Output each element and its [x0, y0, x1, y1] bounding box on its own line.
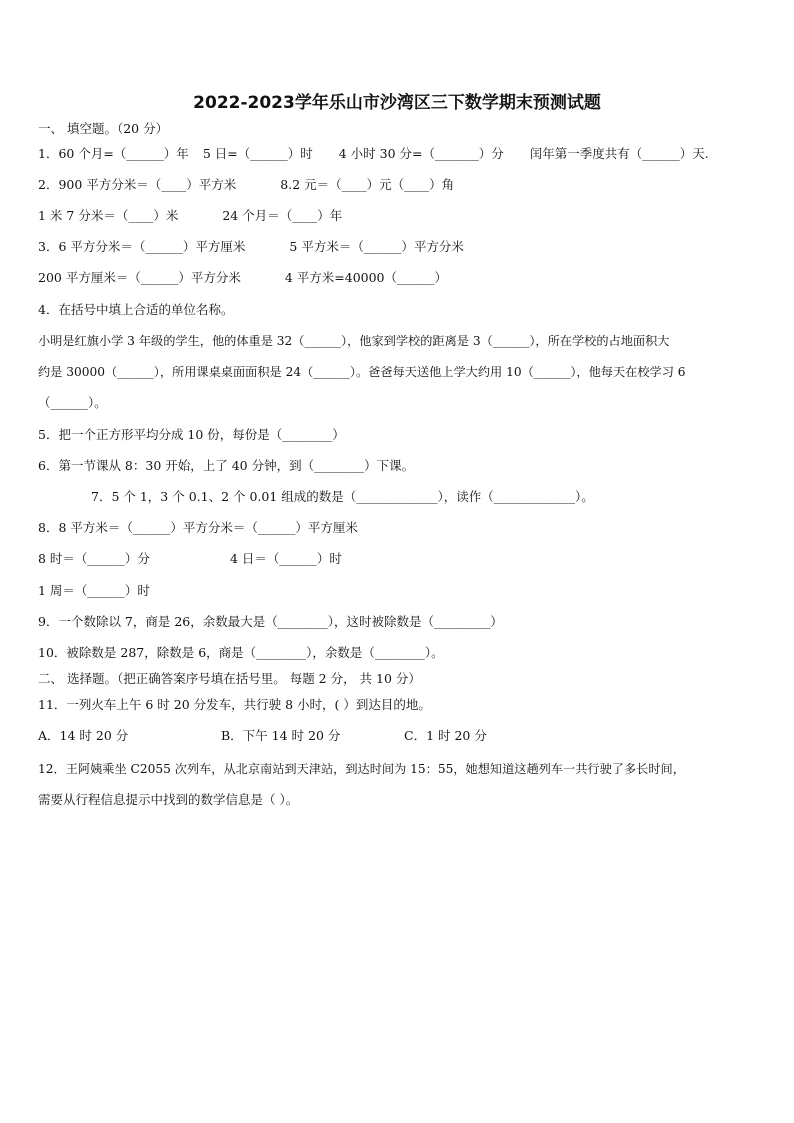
- q11-option-c: C．1 时 20 分: [404, 728, 487, 743]
- q2b-part-a: 1 米 7 分米＝（____）米: [38, 208, 179, 223]
- question-1: [38, 145, 770, 163]
- question-4-line-3: （______）。: [38, 395, 107, 410]
- q2-part-b: 8.2 元＝（____）元（____）角: [280, 177, 455, 192]
- q11-option-a: A．14 时 20 分: [38, 728, 129, 743]
- q2-part-a: 2．900 平方分米＝（____）平方米: [38, 177, 237, 192]
- question-8-third-line: 1 周＝（______）时: [38, 583, 150, 598]
- question-11-stem: 11．一列火车上午 6 时 20 分发车，共行驶 8 小时，( ）到达目的地。: [38, 697, 431, 712]
- q1-part-d: 闰年第一季度共有（______）天.: [529, 146, 709, 161]
- q3-part-b: 5 平方米＝（______）平方分米: [289, 239, 464, 254]
- question-2-second-line: [38, 207, 770, 225]
- q1-part-a: 1．60 个月=（______）年: [38, 146, 189, 161]
- question-8-second-line: [38, 550, 770, 568]
- question-3: [38, 238, 770, 256]
- section-heading-fill-blank: 一、 填空题。（20 分）: [38, 121, 169, 136]
- section-heading-multiple-choice: 二、 选择题。（把正确答案序号填在括号里。 每题 2 分， 共 10 分）: [38, 671, 421, 686]
- q1-part-b: 5 日=（______）时: [202, 146, 313, 161]
- q8-part-b2: 4 日＝（______）时: [229, 551, 342, 566]
- question-5: 5．把一个正方形平均分成 10 份，每份是（________）: [38, 427, 345, 442]
- question-7: 7．5 个 1，3 个 0.1、2 个 0.01 组成的数是（_____________），读作（_____________）。: [91, 489, 594, 504]
- q2b-part-b: 24 个月＝（____）年: [222, 208, 343, 223]
- question-4-stem: 4．在括号中填上合适的单位名称。: [38, 302, 234, 317]
- q3b-part-a: 200 平方厘米＝（______）平方分米: [38, 270, 241, 285]
- question-12-line-2: 需要从行程信息提示中找到的数学信息是（ ）。: [38, 792, 299, 807]
- q3-part-a: 3．6 平方分米＝（______）平方厘米: [38, 239, 246, 254]
- q8-part-b1: 8 时＝（______）分: [38, 551, 150, 566]
- question-9: 9．一个数除以 7，商是 26，余数最大是（________），这时被除数是（_________）: [38, 614, 503, 629]
- question-12-line-1: 12．王阿姨乘坐 C2055 次列车，从北京南站到天津站，到达时间为 15：55，她想知道这趟列车一共行驶了多长时间，: [38, 762, 685, 776]
- question-3-second-line: [38, 269, 770, 287]
- question-2: [38, 176, 770, 194]
- question-11-options: [38, 727, 770, 745]
- question-6: 6．第一节课从 8：30 开始，上了 40 分钟，到（________）下课。: [38, 458, 415, 473]
- question-4-line-2: 约是 30000（______），所用课桌桌面面积是 24（______）。爸爸每天送他上学大约用 10（______），他每天在校学习 6: [38, 365, 686, 379]
- question-10: 10．被除数是 287，除数是 6，商是（________），余数是（________）。: [38, 645, 444, 660]
- q3b-part-b: 4 平方米=40000（______）: [284, 270, 448, 285]
- q1-part-c: 4 小时 30 分=（_______）分: [338, 146, 504, 161]
- question-4-line-1: 小明是红旗小学 3 年级的学生，他的体重是 32（______），他家到学校的距离是 3（______），所在学校的占地面积大: [38, 334, 670, 348]
- question-8: 8．8 平方米＝（______）平方分米＝（______）平方厘米: [38, 520, 358, 535]
- page-title: 2022-2023学年乐山市沙湾区三下数学期末预测试题: [193, 93, 601, 113]
- q11-option-b: B．下午 14 时 20 分: [221, 728, 341, 743]
